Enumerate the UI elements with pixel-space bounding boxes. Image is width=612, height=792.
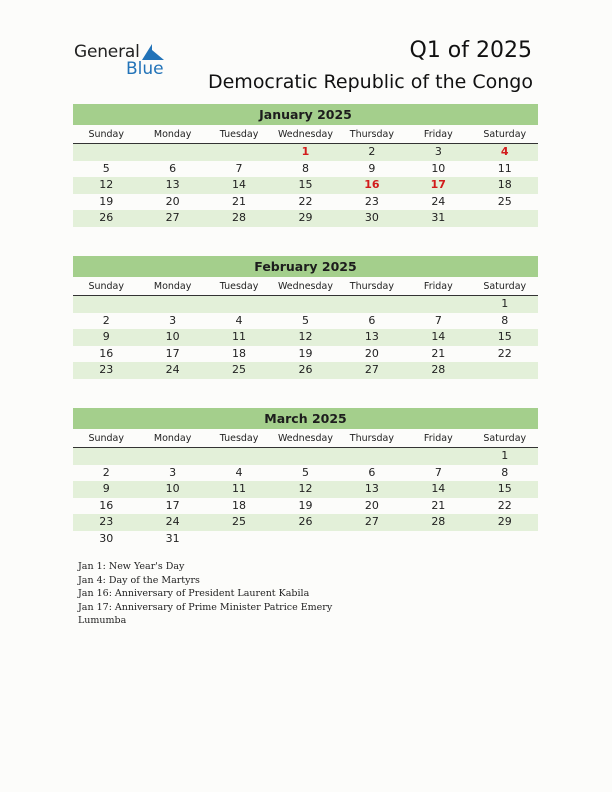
weekday-label: Friday: [423, 281, 453, 292]
day-cell: 5: [301, 313, 309, 327]
weekday-label: Wednesday: [277, 129, 333, 140]
day-cell: 17: [165, 498, 180, 512]
day-cell: 27: [165, 211, 180, 224]
day-cell: 31: [431, 211, 446, 224]
page-subtitle: Democratic Republic of the Congo: [207, 71, 533, 93]
day-cell: 16: [99, 498, 114, 512]
logo-triangle-icon: [142, 44, 164, 60]
week-row: [73, 296, 538, 313]
week-row: [73, 161, 538, 178]
day-cell: 4: [235, 313, 243, 327]
day-cell: 30: [364, 211, 379, 224]
day-cell: [405, 531, 471, 548]
week-row: [73, 194, 538, 211]
day-cell: [339, 531, 405, 548]
day-cell: 6: [368, 465, 376, 479]
day-cell: 9: [368, 161, 376, 175]
week-row: [73, 514, 538, 531]
weekday-header-row: [73, 430, 538, 448]
month-title: January 2025: [73, 104, 538, 125]
day-cell: 7: [235, 161, 243, 175]
holiday-note: Jan 4: Day of the Martyrs: [78, 574, 200, 586]
day-cell: [139, 296, 205, 313]
day-cell: 20: [364, 346, 379, 360]
day-cell: [405, 296, 471, 313]
month-calendar: [73, 408, 538, 547]
day-cell: 26: [298, 515, 313, 528]
weekday-label: Wednesday: [277, 433, 333, 444]
day-cell: 25: [232, 363, 247, 376]
day-cell: 28: [431, 363, 446, 376]
day-cell: 22: [298, 194, 313, 208]
week-row: [73, 448, 538, 465]
day-cell: [272, 531, 338, 548]
week-row: [73, 346, 538, 363]
day-cell: 12: [298, 482, 313, 495]
weekday-label: Sunday: [88, 129, 124, 140]
day-cell: 9: [102, 330, 110, 343]
holiday-note: Jan 1: New Year's Day: [78, 561, 185, 572]
day-cell: 4: [500, 145, 509, 158]
day-cell: [73, 448, 139, 465]
day-cell: 22: [497, 346, 512, 360]
day-cell: [206, 144, 272, 161]
logo-word-blue: Blue: [126, 59, 164, 79]
day-cell: 25: [497, 194, 512, 208]
day-cell: [472, 210, 538, 227]
day-cell: 8: [501, 313, 509, 327]
weekday-label: Thursday: [349, 433, 394, 444]
day-cell: 6: [368, 313, 376, 327]
day-cell: 5: [301, 465, 309, 479]
day-cell: 14: [232, 178, 247, 191]
day-cell: 3: [169, 465, 177, 479]
day-cell: 26: [99, 211, 114, 224]
day-cell: 10: [165, 330, 180, 343]
weekday-label: Thursday: [349, 281, 394, 292]
day-cell: 29: [497, 515, 512, 528]
day-cell: 30: [99, 531, 114, 545]
page-title: Q1 of 2025: [409, 38, 532, 63]
weekday-header-row: [73, 126, 538, 144]
weekday-label: Wednesday: [277, 281, 333, 292]
day-cell: 1: [301, 145, 310, 158]
weekday-label: Friday: [423, 129, 453, 140]
day-cell: 8: [301, 161, 309, 175]
day-cell: 21: [232, 194, 247, 208]
day-cell: 19: [99, 194, 114, 208]
month-title: February 2025: [73, 256, 538, 277]
holiday-notes: [78, 560, 378, 628]
day-cell: 2: [368, 145, 376, 158]
weekday-label: Monday: [153, 281, 192, 292]
day-cell: [206, 296, 272, 313]
day-cell: 23: [99, 515, 114, 528]
day-cell: 9: [102, 482, 110, 495]
day-cell: 16: [99, 346, 114, 360]
month-calendar: [73, 104, 538, 227]
weekday-label: Saturday: [483, 281, 527, 292]
day-cell: 15: [497, 330, 512, 343]
week-row: [73, 465, 538, 482]
weekday-label: Thursday: [349, 129, 394, 140]
day-cell: 15: [298, 178, 313, 191]
day-cell: [272, 296, 338, 313]
week-row: [73, 313, 538, 330]
day-cell: 24: [431, 194, 446, 208]
day-cell: 18: [497, 178, 512, 191]
day-cell: 18: [232, 346, 247, 360]
day-cell: 27: [364, 363, 379, 376]
day-cell: 14: [431, 482, 446, 495]
holiday-note: Jan 16: Anniversary of President Laurent Kabila: [78, 588, 310, 599]
week-row: [73, 362, 538, 379]
day-cell: 18: [232, 498, 247, 512]
day-cell: 23: [364, 194, 379, 208]
day-cell: 24: [165, 515, 180, 528]
day-cell: 16: [364, 178, 380, 191]
weekday-label: Tuesday: [219, 433, 259, 444]
week-row: [73, 531, 538, 548]
weekday-label: Friday: [423, 433, 453, 444]
day-cell: 28: [232, 211, 247, 224]
day-cell: [139, 448, 205, 465]
day-cell: [139, 144, 205, 161]
day-cell: 10: [431, 161, 446, 175]
weekday-label: Sunday: [88, 281, 124, 292]
day-cell: 11: [497, 161, 512, 175]
month-title: March 2025: [73, 408, 538, 429]
day-cell: 7: [434, 313, 442, 327]
day-cell: [472, 362, 538, 379]
day-cell: 19: [298, 346, 313, 360]
weekday-label: Monday: [153, 129, 192, 140]
weekday-label: Tuesday: [219, 129, 259, 140]
week-row: [73, 177, 538, 194]
day-cell: 13: [165, 178, 180, 191]
day-cell: 2: [102, 465, 110, 479]
day-cell: 15: [497, 482, 512, 495]
month-calendar: [73, 256, 538, 379]
day-cell: 8: [501, 465, 509, 479]
day-cell: 21: [431, 498, 446, 512]
day-cell: [405, 448, 471, 465]
week-row: [73, 481, 538, 498]
holiday-note: Jan 17: Anniversary of Prime Minister Patrice Emery Lumumba: [78, 601, 333, 626]
weekday-label: Saturday: [483, 433, 527, 444]
day-cell: 20: [165, 194, 180, 208]
weekday-label: Monday: [153, 433, 192, 444]
day-cell: 25: [232, 515, 247, 528]
day-cell: 3: [169, 313, 177, 327]
day-cell: 6: [169, 161, 177, 175]
day-cell: 4: [235, 465, 243, 479]
day-cell: 11: [232, 482, 247, 495]
day-cell: 12: [99, 178, 114, 191]
day-cell: 1: [501, 449, 509, 462]
day-cell: 17: [430, 178, 446, 191]
day-cell: 20: [364, 498, 379, 512]
weekday-label: Sunday: [88, 433, 124, 444]
day-cell: 28: [431, 515, 446, 528]
week-row: [73, 329, 538, 346]
day-cell: [206, 448, 272, 465]
day-cell: 14: [431, 330, 446, 343]
weekday-header-row: [73, 278, 538, 296]
weekday-label: Saturday: [483, 129, 527, 140]
day-cell: 23: [99, 363, 114, 376]
day-cell: 31: [165, 531, 180, 545]
day-cell: 13: [364, 482, 379, 495]
day-cell: [73, 144, 139, 161]
day-cell: 21: [431, 346, 446, 360]
week-row: [73, 210, 538, 227]
day-cell: 27: [364, 515, 379, 528]
week-row: [73, 144, 538, 161]
generalblue-logo: [74, 42, 174, 78]
day-cell: [206, 531, 272, 548]
day-cell: 17: [165, 346, 180, 360]
day-cell: 1: [501, 297, 509, 310]
day-cell: [272, 448, 338, 465]
day-cell: 5: [102, 161, 110, 175]
logo-word-general: General: [74, 42, 140, 62]
day-cell: 22: [497, 498, 512, 512]
day-cell: 13: [364, 330, 379, 343]
day-cell: 19: [298, 498, 313, 512]
day-cell: 10: [165, 482, 180, 495]
day-cell: 2: [102, 313, 110, 327]
day-cell: [339, 448, 405, 465]
day-cell: [339, 296, 405, 313]
week-row: [73, 498, 538, 515]
day-cell: 11: [232, 330, 247, 343]
day-cell: 12: [298, 330, 313, 343]
day-cell: 26: [298, 363, 313, 376]
day-cell: 29: [298, 211, 313, 224]
day-cell: [73, 296, 139, 313]
day-cell: 24: [165, 363, 180, 376]
weekday-label: Tuesday: [219, 281, 259, 292]
day-cell: 3: [434, 145, 442, 158]
day-cell: [472, 531, 538, 548]
day-cell: 7: [434, 465, 442, 479]
